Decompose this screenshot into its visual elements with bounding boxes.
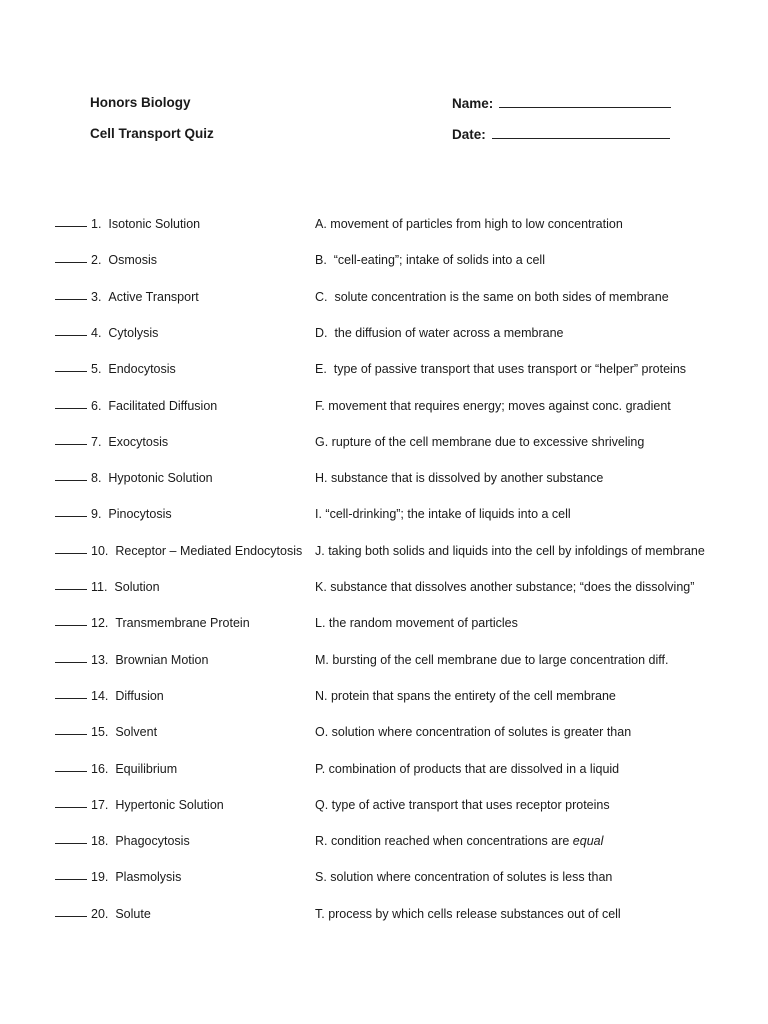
term-item xyxy=(91,870,181,884)
matching-row xyxy=(0,653,768,673)
date-label: Date: xyxy=(452,127,486,142)
term-number: 14. xyxy=(91,688,109,703)
definition-text: R. condition reached when concentrations are xyxy=(315,834,573,849)
term-item xyxy=(91,834,190,848)
term-label: Equilibrium xyxy=(115,761,178,776)
definition-text: Q. type of active transport that uses receptor proteins xyxy=(315,797,610,812)
name-blank-line[interactable] xyxy=(499,95,671,108)
definition-item xyxy=(315,326,564,340)
term-item xyxy=(91,907,151,921)
term-label: Diffusion xyxy=(115,688,164,703)
term-item xyxy=(91,326,158,340)
definition-text: T. process by which cells release substances out of cell xyxy=(315,906,621,921)
definition-text: A. movement of particles from high to low concentration xyxy=(315,217,623,231)
answer-blank[interactable] xyxy=(55,879,87,880)
answer-blank[interactable] xyxy=(55,625,87,626)
date-field[interactable] xyxy=(452,126,670,142)
answer-blank[interactable] xyxy=(55,662,87,663)
term-number: 9. xyxy=(91,507,102,522)
definition-text: D. the diffusion of water across a membrane xyxy=(315,325,564,340)
answer-blank[interactable] xyxy=(55,299,87,300)
definition-item xyxy=(315,253,545,267)
matching-row xyxy=(0,580,768,600)
term-label: Isotonic Solution xyxy=(108,217,201,231)
term-label: Facilitated Diffusion xyxy=(108,398,218,413)
matching-row xyxy=(0,253,768,273)
matching-row xyxy=(0,616,768,636)
definition-text: H. substance that is dissolved by another substance xyxy=(315,471,604,486)
term-item xyxy=(91,653,208,667)
term-label: Brownian Motion xyxy=(115,652,209,667)
answer-blank[interactable] xyxy=(55,226,87,227)
term-label: Exocytosis xyxy=(108,434,169,449)
term-label: Hypotonic Solution xyxy=(108,471,213,486)
term-number: 17. xyxy=(91,797,109,812)
answer-blank[interactable] xyxy=(55,553,87,554)
matching-row xyxy=(0,362,768,382)
name-label: Name: xyxy=(452,96,494,111)
term-number: 4. xyxy=(91,325,102,340)
term-number: 7. xyxy=(91,434,102,449)
term-item xyxy=(91,290,199,304)
definition-emphasis: equal xyxy=(572,834,604,849)
term-label: Transmembrane Protein xyxy=(115,616,250,631)
matching-row xyxy=(0,725,768,745)
answer-blank[interactable] xyxy=(55,734,87,735)
definition-item xyxy=(315,834,603,848)
definition-text: O. solution where concentration of solutes is greater than xyxy=(315,725,632,740)
term-number: 11. xyxy=(91,580,108,594)
definition-item xyxy=(315,870,612,884)
term-number: 5. xyxy=(91,362,102,377)
matching-row xyxy=(0,762,768,782)
answer-blank[interactable] xyxy=(55,444,87,445)
definition-text: B. “cell-eating”; intake of solids into a cell xyxy=(315,253,545,268)
term-label: Hypertonic Solution xyxy=(115,797,224,812)
matching-row xyxy=(0,907,768,927)
term-item xyxy=(91,544,302,558)
definition-text: C. solute concentration is the same on both sides of membrane xyxy=(315,289,669,304)
matching-row xyxy=(0,544,768,564)
term-item xyxy=(91,762,177,776)
matching-row xyxy=(0,834,768,854)
definition-item xyxy=(315,725,631,739)
term-label: Receptor – Mediated Endocytosis xyxy=(115,543,303,558)
definition-text: M. bursting of the cell membrane due to large concentration diff. xyxy=(315,652,669,667)
term-label: Cytolysis xyxy=(108,325,159,340)
term-number: 8. xyxy=(91,471,102,486)
definition-item xyxy=(315,290,669,304)
term-item xyxy=(91,435,168,449)
definition-item xyxy=(315,435,644,449)
term-item xyxy=(91,616,250,630)
definition-item xyxy=(315,689,616,703)
term-number: 12. xyxy=(91,616,109,631)
definition-text: P. combination of products that are dissolved in a liquid xyxy=(315,761,620,776)
definition-item xyxy=(315,653,668,667)
definition-text: G. rupture of the cell membrane due to excessive shriveling xyxy=(315,434,645,449)
matching-row xyxy=(0,290,768,310)
definition-text: K. substance that dissolves another substance; “does the dissolving” xyxy=(315,580,695,594)
term-number: 3. xyxy=(91,289,102,304)
definition-item xyxy=(315,217,623,231)
term-item xyxy=(91,362,176,376)
term-number: 18. xyxy=(91,834,109,849)
term-number: 13. xyxy=(91,652,109,667)
answer-blank[interactable] xyxy=(55,771,87,772)
term-number: 1. xyxy=(91,217,102,231)
definition-item xyxy=(315,580,694,594)
definition-item xyxy=(315,616,518,630)
matching-row xyxy=(0,870,768,890)
answer-blank[interactable] xyxy=(55,516,87,517)
term-label: Pinocytosis xyxy=(108,507,172,522)
term-item xyxy=(91,253,157,267)
matching-row xyxy=(0,471,768,491)
answer-blank[interactable] xyxy=(55,408,87,409)
definition-text: I. “cell-drinking”; the intake of liquids into a cell xyxy=(315,507,571,522)
definition-text: E. type of passive transport that uses transport or “helper” proteins xyxy=(315,362,687,377)
term-item xyxy=(91,399,217,413)
definition-item xyxy=(315,399,671,413)
term-label: Plasmolysis xyxy=(115,870,182,885)
answer-blank[interactable] xyxy=(55,916,87,917)
matching-row xyxy=(0,217,768,237)
term-item xyxy=(91,798,224,812)
answer-blank[interactable] xyxy=(55,371,87,372)
term-number: 2. xyxy=(91,253,102,268)
answer-blank[interactable] xyxy=(55,843,87,844)
term-label: Osmosis xyxy=(108,253,158,268)
course-title: Honors Biology xyxy=(90,95,191,110)
term-number: 10. xyxy=(91,543,109,558)
definition-item xyxy=(315,507,571,521)
definition-item xyxy=(315,907,621,921)
definition-item xyxy=(315,762,619,776)
matching-row xyxy=(0,435,768,455)
matching-row xyxy=(0,326,768,346)
definition-text: L. the random movement of particles xyxy=(315,616,518,631)
term-item xyxy=(91,580,160,594)
matching-row xyxy=(0,507,768,527)
term-label: Solvent xyxy=(115,725,158,740)
definition-item xyxy=(315,471,603,485)
date-blank-line[interactable] xyxy=(492,126,670,139)
term-item xyxy=(91,689,164,703)
term-number: 20. xyxy=(91,906,109,921)
term-label: Endocytosis xyxy=(108,362,176,377)
definition-text: J. taking both solids and liquids into the cell by infoldings of membrane xyxy=(315,543,705,558)
answer-blank[interactable] xyxy=(55,335,87,336)
term-number: 15. xyxy=(91,725,109,740)
answer-blank[interactable] xyxy=(55,589,87,590)
term-label: Solute xyxy=(115,906,151,921)
definition-item xyxy=(315,544,705,558)
name-field[interactable] xyxy=(452,95,671,111)
definition-text: S. solution where concentration of solutes is less than xyxy=(315,870,613,885)
answer-blank[interactable] xyxy=(55,807,87,808)
matching-row xyxy=(0,689,768,709)
term-item xyxy=(91,471,213,485)
term-label: Phagocytosis xyxy=(115,834,190,849)
matching-row xyxy=(0,399,768,419)
definition-item xyxy=(315,798,610,812)
matching-row xyxy=(0,798,768,818)
term-item xyxy=(91,217,200,231)
definition-item xyxy=(315,362,686,376)
definition-text: N. protein that spans the entirety of the cell membrane xyxy=(315,688,616,703)
answer-blank[interactable] xyxy=(55,480,87,481)
answer-blank[interactable] xyxy=(55,698,87,699)
definition-text: F. movement that requires energy; moves against conc. gradient xyxy=(315,398,671,413)
term-label: Active Transport xyxy=(108,289,199,304)
answer-blank[interactable] xyxy=(55,262,87,263)
term-label: Solution xyxy=(114,580,160,594)
term-number: 16. xyxy=(91,761,109,776)
term-item xyxy=(91,725,157,739)
term-number: 19. xyxy=(91,870,109,885)
term-number: 6. xyxy=(91,398,102,413)
term-item xyxy=(91,507,172,521)
quiz-title: Cell Transport Quiz xyxy=(90,126,214,141)
